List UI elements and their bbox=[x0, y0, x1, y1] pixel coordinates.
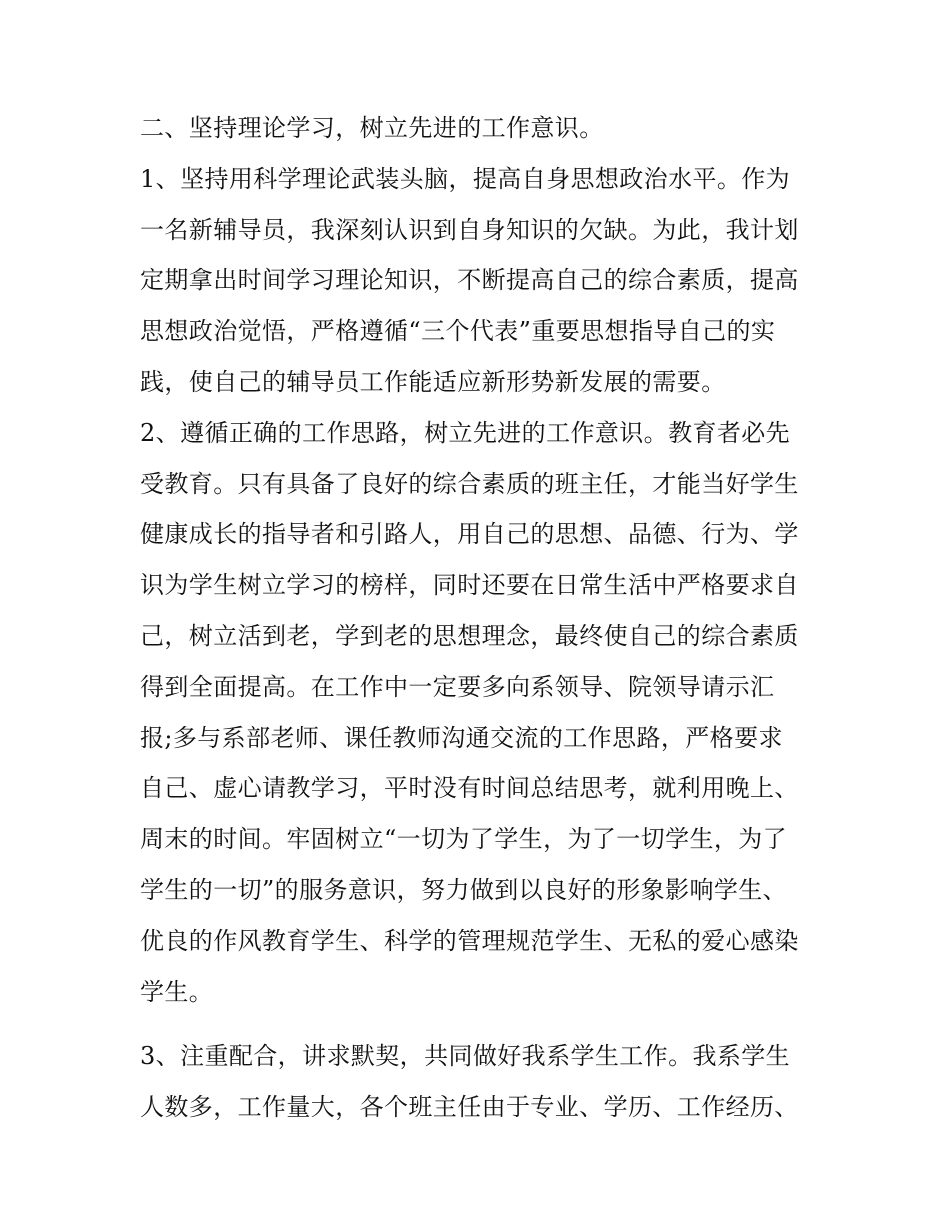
text-line: 报;多与系部老师、课任教师沟通交流的工作思路，严格要求 bbox=[140, 723, 783, 752]
text-line: 思想政治觉悟，严格遵循“三个代表”重要思想指导自己的实 bbox=[140, 317, 776, 346]
text-line: 学生的一切”的服务意识，努力做到以良好的形象影响学生、 bbox=[140, 875, 788, 904]
text-line: 优良的作风教育学生、科学的管理规范学生、无私的爱心感染 bbox=[140, 926, 799, 955]
text-line: 自己、虚心请教学习，平时没有时间总结思考，就利用晚上、 bbox=[140, 774, 799, 803]
paragraph-gap bbox=[140, 1017, 820, 1031]
text-line: 受教育。只有具备了良好的综合素质的班主任，才能当好学生 bbox=[140, 469, 799, 498]
text-line: 一名新辅导员，我深刻认识到自身知识的欠缺。为此，我计划 bbox=[140, 215, 799, 244]
section-heading: 二、坚持理论学习，树立先进的工作意识。 bbox=[140, 114, 604, 142]
text-line: 己，树立活到老，学到老的思想理念，最终使自己的综合素质 bbox=[140, 621, 799, 650]
text-line: 人数多，工作量大，各个班主任由于专业、学历、工作经历、 bbox=[140, 1093, 799, 1122]
text-line: 践，使自己的辅导员工作能适应新形势新发展的需要。 bbox=[140, 367, 726, 396]
text-line: 健康成长的指导者和引路人，用自己的思想、品德、行为、学 bbox=[140, 520, 799, 549]
text-line: 学生。 bbox=[140, 977, 214, 1006]
text-line: 周末的时间。牢固树立“一切为了学生，为了一切学生，为了 bbox=[140, 825, 788, 854]
text-line: 得到全面提高。在工作中一定要多向系领导、院领导请示汇 bbox=[140, 672, 775, 701]
text-line: 2、遵循正确的工作思路，树立先进的工作意识。教育者必先 bbox=[140, 418, 791, 447]
document-body bbox=[140, 103, 820, 1133]
text-line: 识为学生树立学习的榜样，同时还要在日常生活中严格要求自 bbox=[140, 571, 799, 600]
text-line: 3、注重配合，讲求默契，共同做好我系学生工作。我系学生 bbox=[140, 1042, 791, 1071]
text-line: 定期拿出时间学习理论知识，不断提高自己的综合素质，提高 bbox=[140, 266, 799, 295]
text-line: 1、坚持用科学理论武装头脑，提高自身思想政治水平。作为 bbox=[140, 164, 791, 193]
